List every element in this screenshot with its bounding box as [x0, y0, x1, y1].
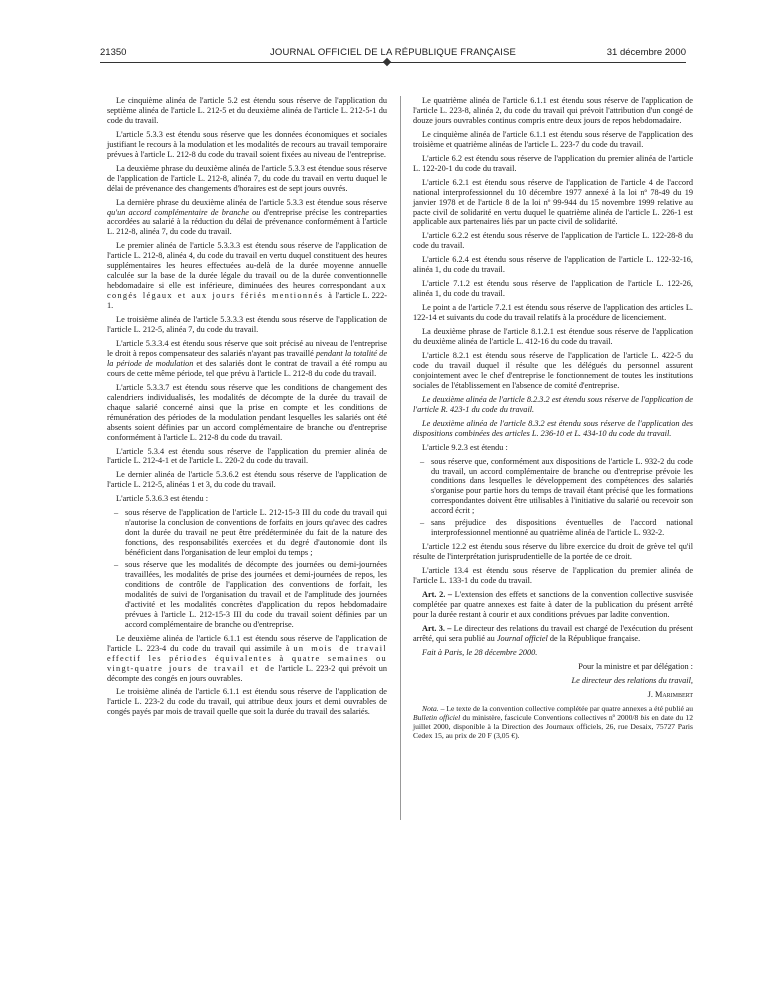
page-header — [100, 46, 686, 60]
article-2: Art. 2. – L'extension des effets et sanctions de la convention collective susvisée complétée par quatre annexes est faite à dater de la publication du présent arrêté pour la durée restant à courir et aux conditions prévues par ladite convention. — [413, 589, 694, 619]
paragraph: Le premier alinéa de l'article 5.3.3.3 est étendu sous réserve de l'application de l'article L. 212-8, alinéa 4, du code du travail en vertu duquel constituent des heures supplémentaires les heures effectuées au-delà de la durée moyenne annuelle calculée sur la base de la durée légale du travail ou de la durée conventionnelle hebdomadaire si elle est inférieure, diminuées des heures correspondant aux congés légaux et aux jours fériés mentionnés à l'article L. 222-1. — [107, 241, 387, 311]
reserve-list — [107, 508, 387, 629]
paragraph: La dernière phrase du deuxième alinéa de l'article 5.3.3 est étendue sous réserve qu'un accord complémentaire de branche ou d'entreprise précise les contreparties accordées au salarié à la réduction du délai de prévenance conformément à l'article L. 212-8, alinéa 7, du code du travail. — [107, 197, 387, 237]
paragraph: Le deuxième alinéa de l'article 6.1.1 est étendu sous réserve de l'application de l'article L. 223-4 du code du travail qui assimile à un mois de travail effectif les périodes équivalentes à quatre semaines ou vingt-quatre jours de travail et de l'article L. 223-2 qui prévoit un décompte des congés en jours ouvrables. — [107, 633, 387, 683]
paragraph: L'article 6.2 est étendu sous réserve de l'application du premier alinéa de l'article L. 122-20-1 du code du travail. — [413, 153, 693, 173]
paragraph: Le deuxième alinéa de l'article 8.2.3.2 est étendu sous réserve de l'application de l'article R. 423-1 du code du travail. — [413, 394, 693, 414]
paragraph: Le dernier alinéa de l'article 5.3.6.2 est étendu sous réserve de l'application de l'article L. 212-5, alinéas 1 et 3, du code du travail. — [107, 470, 387, 490]
nota-note: Nota. – Le texte de la convention collective complétée par quatre annexes a été publié au Bulletin officiel du ministère, fascicule Conventions collectives nº 2000/8 bis en date du 12 juillet 2000, disponible à la Direction des Journaux officiels, 26, rue Desaix, 75727 Paris Cedex 15, au prix de 20 F (3,05 €). — [413, 703, 693, 740]
paragraph: La deuxième phrase de l'article 8.1.2.1 est étendue sous réserve de l'application du deuxième alinéa de l'article L. 412-16 du code du travail. — [413, 327, 693, 347]
article-3: Art. 3. – Le directeur des relations du travail est chargé de l'exécution du présent arrêté, qui sera publié au Journal officiel de la République française. — [413, 623, 693, 643]
paragraph: L'article 13.4 est étendu sous réserve de l'application du premier alinéa de l'article L. 133-1 du code du travail. — [413, 566, 693, 586]
paragraph: Le troisième alinéa de l'article 6.1.1 est étendu sous réserve de l'application de l'article L. 223-2 du code du travail, qui attribue deux jours et demi ouvrables de congés payés par mois de travail quelle que soit la durée du travail des salariés. — [107, 687, 387, 717]
issue-date: 31 décembre 2000 — [606, 47, 686, 58]
paragraph: Le cinquième alinéa de l'article 5.2 est étendu sous réserve de l'application du septième alinéa de l'article L. 212-5 et du deuxième alinéa de l'article L. 212-5-1 du code du travail. — [107, 96, 387, 125]
signature-delegation: Pour la ministre et par délégation : — [578, 661, 693, 671]
paragraph: L'article 12.2 est étendu sous réserve du libre exercice du droit de grève tel qu'il résulte de l'interprétation jurisprudentielle de la portée de ce droit. — [413, 542, 693, 562]
list-item: – sans préjudice des dispositions éventuelles de l'accord national interprofessionnel mentionné au quatrième alinéa de l'article L. 932-2. — [413, 518, 693, 538]
paragraph: L'article 9.2.3 est étendu : — [422, 442, 508, 452]
paragraph: L'article 6.2.1 est étendu sous réserve de l'application de l'article 4 de l'accord national interprofessionnel du 10 décembre 1977 annexé à la loi nº 78-49 du 19 janvier 1978 et de l'article 8 de la loi nº 99-944 du 15 novembre 1999 relative au pacte civil de solidarité en vertu duquel le quatrième alinéa de l'article L. 226-1 est applicable aux partenaires liés par un pacte civil de solidarité. — [413, 177, 693, 227]
header-rule — [100, 62, 686, 63]
reserve-list — [413, 457, 693, 539]
paragraph: L'article 6.2.4 est étendu sous réserve de l'application de l'article L. 122-32-16, alinéa 1, du code du travail. — [413, 255, 693, 275]
journal-title: JOURNAL OFFICIEL DE LA RÉPUBLIQUE FRANÇAISE — [270, 47, 516, 58]
paragraph: Le troisième alinéa de l'article 5.3.3.3 est étendu sous réserve de l'application de l'article L. 212-5, alinéa 7, du code du travail. — [107, 315, 387, 335]
article-label: Art. 3. – — [422, 623, 452, 633]
paragraph: L'article 5.3.3.7 est étendu sous réserve que les conditions de changement des calendriers individualisés, les modalités de décompte de la durée du travail de chaque salarié concerné ainsi que la prise en compte et les conditions de rémunération des périodes de la modulation pendant lesquelles les salariés ont été absents soient définies par un accord complémentaire de branche ou d'entreprise conformément à l'article L. 212-8 du code du travail. — [107, 382, 387, 442]
signature-place-date: Fait à Paris, le 28 décembre 2000. — [422, 647, 538, 657]
paragraph: L'article 8.2.1 est étendu sous réserve de l'application de l'article L. 422-5 du code du travail duquel il résulte que les délégués du personnel assurent conjointement avec le chef d'entreprise le fonctionnement de toutes les institutions sociales de l'établissement en l'absence de comité d'entreprise. — [413, 350, 693, 390]
paragraph: Le point a de l'article 7.2.1 est étendu sous réserve de l'application des articles L. 122-14 et suivants du code du travail relatifs à la procédure de licenciement. — [413, 303, 693, 323]
article-label: Art. 2. – — [422, 589, 453, 599]
column-divider — [400, 96, 401, 820]
paragraph: L'article 5.3.6.3 est étendu : — [116, 494, 209, 504]
paragraph: L'article 7.1.2 est étendu sous réserve de l'application de l'article L. 122-26, alinéa 1, du code du travail. — [413, 279, 693, 299]
list-item: – sous réserve de l'application de l'article L. 212-15-3 III du code du travail qui n'autorise la conclusion de conventions de forfaits en jours qu'avec des cadres dont la durée du travail ne peut être prédéterminée du fait de la nature des fonctions, des responsabilités exercées et du degré d'autonomie dont ils bénéficient dans l'organisation de leur emploi du temps ; — [107, 508, 387, 558]
left-column — [107, 96, 387, 721]
paragraph: Le quatrième alinéa de l'article 6.1.1 est étendu sous réserve de l'application de l'article L. 223-8, alinéa 2, du code du travail qui prévoit l'attribution d'un congé de douze jours ouvrables continus compris entre deux jours de repos hebdomadaire. — [413, 96, 693, 125]
paragraph: Le cinquième alinéa de l'article 6.1.1 est étendu sous réserve de l'application des troisième et quatrième alinéas de l'article L. 223-7 du code du travail. — [413, 129, 693, 149]
paragraph: Le deuxième alinéa de l'article 8.3.2 est étendu sous réserve de l'application des dispositions combinées des articles L. 236-10 et L. 434-10 du code du travail. — [413, 418, 693, 438]
paragraph: L'article 5.3.3 est étendu sous réserve que les données économiques et sociales justifiant le recours à la modulation et les modalités de recours au travail temporaire prévues à l'article L. 212-8 du code du travail soient fixées au niveau de l'entreprise. — [107, 129, 387, 159]
paragraph: L'article 5.3.3.4 est étendu sous réserve que soit précisé au niveau de l'entreprise le droit à repos compensateur des salariés n'ayant pas travaillé pendant la totalité de la période de modulation et des salariés dont le contrat de travail a été rompu au cours de cette même période, tel que prévu à l'article L. 212-8 du code du travail. — [107, 338, 388, 378]
signatory-name: J. Marimbert — [647, 689, 693, 699]
list-item: – sous réserve que, conformément aux dispositions de l'article L. 932-2 du code du travail, un accord complémentaire de branche ou d'entreprise prévoie les conditions dans lesquelles le développement des compétences des salariés s'organise pour partie hors du temps de travail étant précisé que les formations correspondantes doivent être utilisables à l'initiative du salarié ou recevoir son accord écrit ; — [413, 457, 693, 517]
paragraph: La deuxième phrase du deuxième alinéa de l'article 5.3.3 est étendue sous réserve de l'application de l'article L. 212-8, alinéa 7, du code du travail en vertu duquel le délai de prévenance des changements d'horaires est de sept jours ouvrés. — [107, 163, 387, 193]
list-item: – sous réserve que les modalités de décompte des journées ou demi-journées travaillées, les modalités de prise des journées et demi-journées de repos, les conditions de contrôle de l'application des conventions de forfait, les modalités de suivi de l'organisation du travail et de l'amplitude des journées d'activité et les modalités concrètes d'application du repos hebdomadaire prévues à l'article L. 212-15-3 III du code du travail soient définies par un accord complémentaire de branche ou d'entreprise. — [107, 560, 387, 630]
right-column — [413, 96, 693, 744]
paragraph: L'article 6.2.2 est étendu sous réserve de l'application de l'article L. 122-28-8 du code du travail. — [413, 231, 693, 251]
signature-title: Le directeur des relations du travail, — [571, 675, 693, 685]
page-number: 21350 — [100, 47, 127, 58]
paragraph: L'article 5.3.4 est étendu sous réserve de l'application du premier alinéa de l'article L. 212-4-1 et de l'article L. 220-2 du code du travail. — [107, 446, 387, 466]
